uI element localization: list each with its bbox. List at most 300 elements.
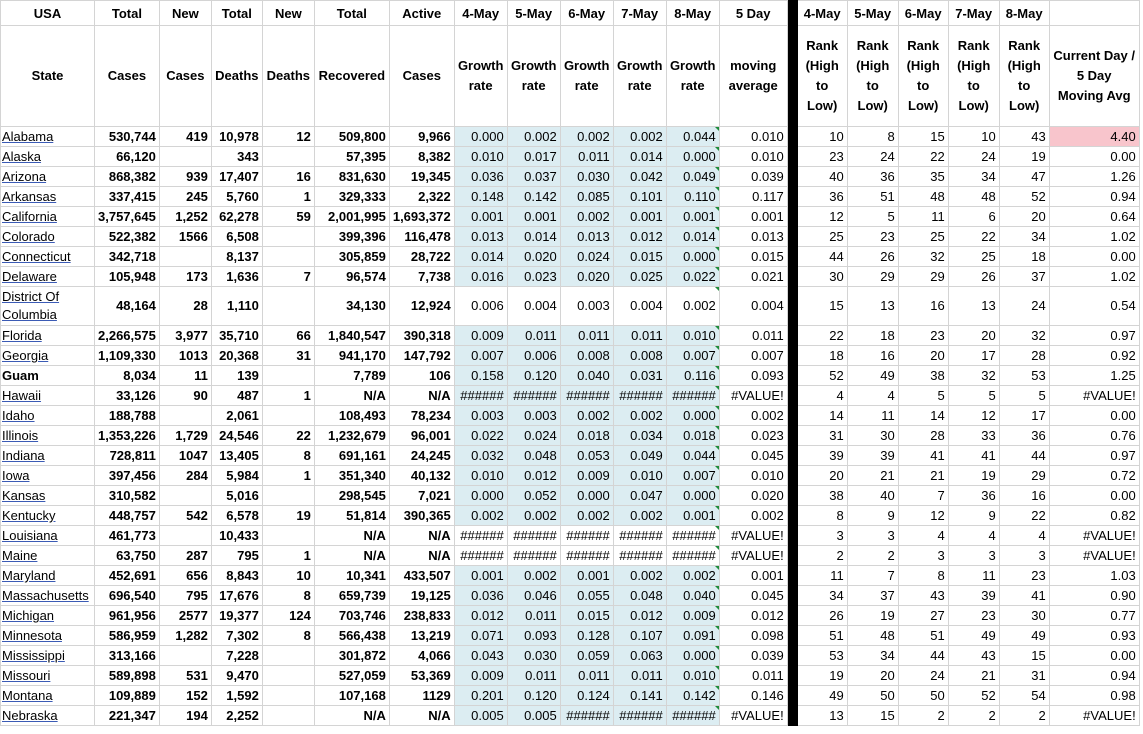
total-cases-cell[interactable]: 109,889	[95, 686, 160, 706]
new-deaths-cell[interactable]: 10	[262, 566, 314, 586]
rank-cell[interactable]: 44	[797, 247, 847, 267]
total-cases-cell[interactable]: 3,757,645	[95, 207, 160, 227]
ratio-cell[interactable]: 1.03	[1049, 566, 1139, 586]
rank-cell[interactable]: 15	[999, 646, 1049, 666]
header-cell[interactable]: Growth rate	[666, 26, 719, 127]
total-deaths-cell[interactable]: 5,760	[211, 187, 262, 207]
growth-rate-cell[interactable]: ######	[507, 526, 560, 546]
rank-cell[interactable]: 26	[797, 606, 847, 626]
moving-average-cell[interactable]: 0.013	[719, 227, 787, 247]
growth-rate-cell[interactable]: 0.002	[666, 287, 719, 326]
moving-average-cell[interactable]: 0.002	[719, 506, 787, 526]
growth-rate-cell[interactable]: 0.001	[666, 207, 719, 227]
header-cell[interactable]: Rank (High to Low)	[948, 26, 999, 127]
rank-cell[interactable]: 24	[948, 147, 999, 167]
total-deaths-cell[interactable]: 7,302	[211, 626, 262, 646]
header-cell[interactable]: 7-May	[613, 1, 666, 26]
state-name-cell[interactable]: Mississippi	[1, 646, 95, 666]
growth-rate-cell[interactable]: 0.071	[454, 626, 507, 646]
header-cell[interactable]: Growth rate	[613, 26, 666, 127]
growth-rate-cell[interactable]: 0.124	[560, 686, 613, 706]
growth-rate-cell[interactable]: ######	[666, 706, 719, 726]
total-cases-cell[interactable]: 728,811	[95, 446, 160, 466]
total-cases-cell[interactable]: 397,456	[95, 466, 160, 486]
growth-rate-cell[interactable]: 0.049	[666, 167, 719, 187]
rank-cell[interactable]: 4	[797, 386, 847, 406]
new-cases-cell[interactable]: 11	[159, 366, 211, 386]
state-name-cell[interactable]: Louisiana	[1, 526, 95, 546]
state-name-cell[interactable]: Maryland	[1, 566, 95, 586]
active-cases-cell[interactable]: N/A	[389, 706, 454, 726]
ratio-cell[interactable]: #VALUE!	[1049, 546, 1139, 566]
growth-rate-cell[interactable]: 0.009	[666, 606, 719, 626]
total-cases-cell[interactable]: 522,382	[95, 227, 160, 247]
rank-cell[interactable]: 23	[898, 326, 948, 346]
rank-cell[interactable]: 4	[898, 526, 948, 546]
total-deaths-cell[interactable]: 5,984	[211, 466, 262, 486]
growth-rate-cell[interactable]: 0.012	[613, 606, 666, 626]
growth-rate-cell[interactable]: 0.036	[454, 167, 507, 187]
rank-cell[interactable]: 18	[999, 247, 1049, 267]
total-cases-cell[interactable]: 337,415	[95, 187, 160, 207]
new-cases-cell[interactable]: 284	[159, 466, 211, 486]
moving-average-cell[interactable]: 0.045	[719, 586, 787, 606]
state-name-cell[interactable]: Nebraska	[1, 706, 95, 726]
growth-rate-cell[interactable]: 0.014	[507, 227, 560, 247]
total-recovered-cell[interactable]: 305,859	[314, 247, 389, 267]
growth-rate-cell[interactable]: 0.011	[613, 326, 666, 346]
total-deaths-cell[interactable]: 139	[211, 366, 262, 386]
active-cases-cell[interactable]: 78,234	[389, 406, 454, 426]
total-cases-cell[interactable]: 342,718	[95, 247, 160, 267]
growth-rate-cell[interactable]: 0.005	[507, 706, 560, 726]
growth-rate-cell[interactable]: 0.012	[613, 227, 666, 247]
rank-cell[interactable]: 6	[948, 207, 999, 227]
rank-cell[interactable]: 17	[948, 346, 999, 366]
growth-rate-cell[interactable]: 0.001	[666, 506, 719, 526]
state-name-cell[interactable]: Kansas	[1, 486, 95, 506]
rank-cell[interactable]: 43	[999, 127, 1049, 147]
rank-cell[interactable]: 13	[948, 287, 999, 326]
rank-cell[interactable]: 4	[847, 386, 898, 406]
new-cases-cell[interactable]: 1,282	[159, 626, 211, 646]
rank-cell[interactable]: 28	[898, 426, 948, 446]
ratio-cell[interactable]: 0.94	[1049, 666, 1139, 686]
rank-cell[interactable]: 32	[898, 247, 948, 267]
growth-rate-cell[interactable]: 0.091	[666, 626, 719, 646]
moving-average-cell[interactable]: 0.002	[719, 406, 787, 426]
header-cell[interactable]: 4-May	[454, 1, 507, 26]
growth-rate-cell[interactable]: 0.002	[613, 506, 666, 526]
ratio-cell[interactable]: 1.25	[1049, 366, 1139, 386]
total-recovered-cell[interactable]: 351,340	[314, 466, 389, 486]
growth-rate-cell[interactable]: ######	[560, 526, 613, 546]
rank-cell[interactable]: 30	[847, 426, 898, 446]
growth-rate-cell[interactable]: 0.002	[560, 406, 613, 426]
moving-average-cell[interactable]: 0.117	[719, 187, 787, 207]
growth-rate-cell[interactable]: 0.002	[454, 506, 507, 526]
header-cell[interactable]: Current Day / 5 Day Moving Avg	[1049, 26, 1139, 127]
growth-rate-cell[interactable]: 0.018	[666, 426, 719, 446]
total-deaths-cell[interactable]: 795	[211, 546, 262, 566]
header-cell[interactable]: 8-May	[666, 1, 719, 26]
growth-rate-cell[interactable]: 0.007	[454, 346, 507, 366]
rank-cell[interactable]: 16	[999, 486, 1049, 506]
growth-rate-cell[interactable]: 0.002	[507, 566, 560, 586]
rank-cell[interactable]: 13	[847, 287, 898, 326]
rank-cell[interactable]: 51	[847, 187, 898, 207]
rank-cell[interactable]: 40	[797, 167, 847, 187]
moving-average-cell[interactable]: #VALUE!	[719, 386, 787, 406]
rank-cell[interactable]: 32	[948, 366, 999, 386]
active-cases-cell[interactable]: N/A	[389, 546, 454, 566]
rank-cell[interactable]: 34	[948, 167, 999, 187]
header-cell[interactable]: Rank (High to Low)	[999, 26, 1049, 127]
rank-cell[interactable]: 24	[847, 147, 898, 167]
new-cases-cell[interactable]	[159, 247, 211, 267]
growth-rate-cell[interactable]: ######	[454, 386, 507, 406]
growth-rate-cell[interactable]: ######	[560, 706, 613, 726]
rank-cell[interactable]: 23	[948, 606, 999, 626]
header-cell[interactable]: 7-May	[948, 1, 999, 26]
growth-rate-cell[interactable]: 0.025	[613, 267, 666, 287]
growth-rate-cell[interactable]: 0.006	[507, 346, 560, 366]
total-deaths-cell[interactable]: 19,377	[211, 606, 262, 626]
rank-cell[interactable]: 3	[898, 546, 948, 566]
rank-cell[interactable]: 22	[797, 326, 847, 346]
rank-cell[interactable]: 39	[797, 446, 847, 466]
header-cell[interactable]: 5-May	[507, 1, 560, 26]
state-name-cell[interactable]: Minnesota	[1, 626, 95, 646]
rank-cell[interactable]: 5	[999, 386, 1049, 406]
growth-rate-cell[interactable]: 0.116	[666, 366, 719, 386]
growth-rate-cell[interactable]: 0.014	[666, 227, 719, 247]
growth-rate-cell[interactable]: 0.015	[613, 247, 666, 267]
ratio-cell[interactable]: 4.40	[1049, 127, 1139, 147]
rank-cell[interactable]: 48	[948, 187, 999, 207]
growth-rate-cell[interactable]: 0.011	[560, 326, 613, 346]
ratio-cell[interactable]: 0.93	[1049, 626, 1139, 646]
rank-cell[interactable]: 18	[797, 346, 847, 366]
active-cases-cell[interactable]: 19,345	[389, 167, 454, 187]
total-recovered-cell[interactable]: 1,232,679	[314, 426, 389, 446]
rank-cell[interactable]: 31	[797, 426, 847, 446]
ratio-cell[interactable]: 0.94	[1049, 187, 1139, 207]
growth-rate-cell[interactable]: 0.158	[454, 366, 507, 386]
ratio-cell[interactable]: #VALUE!	[1049, 386, 1139, 406]
growth-rate-cell[interactable]: 0.001	[613, 207, 666, 227]
moving-average-cell[interactable]: 0.010	[719, 147, 787, 167]
total-recovered-cell[interactable]: 2,001,995	[314, 207, 389, 227]
total-recovered-cell[interactable]: 941,170	[314, 346, 389, 366]
active-cases-cell[interactable]: 8,382	[389, 147, 454, 167]
rank-cell[interactable]: 2	[948, 706, 999, 726]
growth-rate-cell[interactable]: 0.037	[507, 167, 560, 187]
new-cases-cell[interactable]: 1047	[159, 446, 211, 466]
growth-rate-cell[interactable]: ######	[613, 386, 666, 406]
growth-rate-cell[interactable]: ######	[666, 386, 719, 406]
growth-rate-cell[interactable]: 0.093	[507, 626, 560, 646]
growth-rate-cell[interactable]: ######	[613, 706, 666, 726]
growth-rate-cell[interactable]: 0.001	[560, 566, 613, 586]
header-cell[interactable]: New	[159, 1, 211, 26]
total-deaths-cell[interactable]: 62,278	[211, 207, 262, 227]
new-cases-cell[interactable]: 245	[159, 187, 211, 207]
growth-rate-cell[interactable]: 0.010	[613, 466, 666, 486]
rank-cell[interactable]: 11	[898, 207, 948, 227]
growth-rate-cell[interactable]: 0.049	[613, 446, 666, 466]
total-deaths-cell[interactable]: 2,252	[211, 706, 262, 726]
rank-cell[interactable]: 34	[999, 227, 1049, 247]
rank-cell[interactable]: 30	[999, 606, 1049, 626]
growth-rate-cell[interactable]: 0.001	[507, 207, 560, 227]
moving-average-cell[interactable]: 0.011	[719, 326, 787, 346]
active-cases-cell[interactable]: 96,001	[389, 426, 454, 446]
new-cases-cell[interactable]: 1,729	[159, 426, 211, 446]
rank-cell[interactable]: 32	[999, 326, 1049, 346]
active-cases-cell[interactable]: 106	[389, 366, 454, 386]
rank-cell[interactable]: 54	[999, 686, 1049, 706]
active-cases-cell[interactable]: 1,693,372	[389, 207, 454, 227]
growth-rate-cell[interactable]: 0.044	[666, 446, 719, 466]
growth-rate-cell[interactable]: 0.009	[454, 326, 507, 346]
growth-rate-cell[interactable]: ######	[454, 526, 507, 546]
rank-cell[interactable]: 28	[999, 346, 1049, 366]
growth-rate-cell[interactable]: 0.000	[666, 646, 719, 666]
total-deaths-cell[interactable]: 17,407	[211, 167, 262, 187]
new-deaths-cell[interactable]: 16	[262, 167, 314, 187]
active-cases-cell[interactable]: N/A	[389, 526, 454, 546]
active-cases-cell[interactable]: 9,966	[389, 127, 454, 147]
growth-rate-cell[interactable]: 0.030	[560, 167, 613, 187]
rank-cell[interactable]: 15	[898, 127, 948, 147]
ratio-cell[interactable]: 0.64	[1049, 207, 1139, 227]
new-cases-cell[interactable]: 287	[159, 546, 211, 566]
state-name-cell[interactable]: Florida	[1, 326, 95, 346]
rank-cell[interactable]: 34	[797, 586, 847, 606]
rank-cell[interactable]: 36	[797, 187, 847, 207]
growth-rate-cell[interactable]: 0.142	[507, 187, 560, 207]
rank-cell[interactable]: 15	[847, 706, 898, 726]
active-cases-cell[interactable]: 40,132	[389, 466, 454, 486]
rank-cell[interactable]: 24	[898, 666, 948, 686]
rank-cell[interactable]: 50	[898, 686, 948, 706]
rank-cell[interactable]: 8	[847, 127, 898, 147]
rank-cell[interactable]: 10	[948, 127, 999, 147]
rank-cell[interactable]: 20	[797, 466, 847, 486]
growth-rate-cell[interactable]: 0.012	[507, 466, 560, 486]
moving-average-cell[interactable]: 0.004	[719, 287, 787, 326]
total-cases-cell[interactable]: 8,034	[95, 366, 160, 386]
total-deaths-cell[interactable]: 1,592	[211, 686, 262, 706]
growth-rate-cell[interactable]: 0.201	[454, 686, 507, 706]
total-cases-cell[interactable]: 48,164	[95, 287, 160, 326]
rank-cell[interactable]: 2	[797, 546, 847, 566]
growth-rate-cell[interactable]: 0.000	[560, 486, 613, 506]
total-deaths-cell[interactable]: 13,405	[211, 446, 262, 466]
total-recovered-cell[interactable]: 96,574	[314, 267, 389, 287]
total-recovered-cell[interactable]: 108,493	[314, 406, 389, 426]
header-cell[interactable]: Total	[314, 1, 389, 26]
total-recovered-cell[interactable]: 57,395	[314, 147, 389, 167]
ratio-cell[interactable]: 1.02	[1049, 227, 1139, 247]
rank-cell[interactable]: 20	[847, 666, 898, 686]
new-cases-cell[interactable]: 531	[159, 666, 211, 686]
new-deaths-cell[interactable]: 1	[262, 386, 314, 406]
state-name-cell[interactable]: Illinois	[1, 426, 95, 446]
header-cell[interactable]: 6-May	[560, 1, 613, 26]
rank-cell[interactable]: 3	[797, 526, 847, 546]
new-deaths-cell[interactable]	[262, 706, 314, 726]
new-deaths-cell[interactable]: 19	[262, 506, 314, 526]
rank-cell[interactable]: 11	[847, 406, 898, 426]
growth-rate-cell[interactable]: 0.110	[666, 187, 719, 207]
active-cases-cell[interactable]: 7,738	[389, 267, 454, 287]
new-cases-cell[interactable]: 173	[159, 267, 211, 287]
new-cases-cell[interactable]	[159, 646, 211, 666]
state-name-cell[interactable]: Iowa	[1, 466, 95, 486]
rank-cell[interactable]: 16	[847, 346, 898, 366]
growth-rate-cell[interactable]: 0.048	[507, 446, 560, 466]
rank-cell[interactable]: 23	[797, 147, 847, 167]
growth-rate-cell[interactable]: 0.003	[454, 406, 507, 426]
rank-cell[interactable]: 44	[898, 646, 948, 666]
header-cell[interactable]: Total	[95, 1, 160, 26]
moving-average-cell[interactable]: 0.020	[719, 486, 787, 506]
moving-average-cell[interactable]: 0.001	[719, 207, 787, 227]
growth-rate-cell[interactable]: 0.000	[666, 147, 719, 167]
total-deaths-cell[interactable]: 6,578	[211, 506, 262, 526]
growth-rate-cell[interactable]: 0.043	[454, 646, 507, 666]
active-cases-cell[interactable]: 53,369	[389, 666, 454, 686]
state-name-cell[interactable]: Alaska	[1, 147, 95, 167]
active-cases-cell[interactable]: 2,322	[389, 187, 454, 207]
rank-cell[interactable]: 3	[948, 546, 999, 566]
growth-rate-cell[interactable]: 0.000	[666, 247, 719, 267]
rank-cell[interactable]: 50	[847, 686, 898, 706]
header-cell[interactable]: 5-May	[847, 1, 898, 26]
new-cases-cell[interactable]: 939	[159, 167, 211, 187]
header-cell[interactable]: moving average	[719, 26, 787, 127]
total-recovered-cell[interactable]: 509,800	[314, 127, 389, 147]
header-cell[interactable]: Recovered	[314, 26, 389, 127]
growth-rate-cell[interactable]: 0.002	[507, 506, 560, 526]
rank-cell[interactable]: 52	[948, 686, 999, 706]
state-name-cell[interactable]: Maine	[1, 546, 95, 566]
growth-rate-cell[interactable]: 0.053	[560, 446, 613, 466]
new-deaths-cell[interactable]: 66	[262, 326, 314, 346]
new-cases-cell[interactable]: 90	[159, 386, 211, 406]
total-recovered-cell[interactable]: 527,059	[314, 666, 389, 686]
rank-cell[interactable]: 30	[797, 267, 847, 287]
moving-average-cell[interactable]: #VALUE!	[719, 706, 787, 726]
header-cell[interactable]: Active	[389, 1, 454, 26]
growth-rate-cell[interactable]: 0.003	[560, 287, 613, 326]
rank-cell[interactable]: 49	[847, 366, 898, 386]
new-deaths-cell[interactable]	[262, 666, 314, 686]
rank-cell[interactable]: 49	[797, 686, 847, 706]
header-cell[interactable]: Growth rate	[560, 26, 613, 127]
growth-rate-cell[interactable]: 0.000	[454, 127, 507, 147]
growth-rate-cell[interactable]: 0.010	[454, 466, 507, 486]
total-deaths-cell[interactable]: 2,061	[211, 406, 262, 426]
growth-rate-cell[interactable]: 0.024	[560, 247, 613, 267]
total-deaths-cell[interactable]: 1,110	[211, 287, 262, 326]
growth-rate-cell[interactable]: 0.009	[560, 466, 613, 486]
rank-cell[interactable]: 24	[999, 287, 1049, 326]
total-deaths-cell[interactable]: 1,636	[211, 267, 262, 287]
header-cell[interactable]: Cases	[389, 26, 454, 127]
state-name-cell[interactable]: Idaho	[1, 406, 95, 426]
moving-average-cell[interactable]: 0.012	[719, 606, 787, 626]
state-name-cell[interactable]: Delaware	[1, 267, 95, 287]
rank-cell[interactable]: 25	[898, 227, 948, 247]
header-cell[interactable]: Total	[211, 1, 262, 26]
growth-rate-cell[interactable]: 0.005	[454, 706, 507, 726]
rank-cell[interactable]: 47	[999, 167, 1049, 187]
header-cell[interactable]: Cases	[159, 26, 211, 127]
rank-cell[interactable]: 36	[999, 426, 1049, 446]
total-recovered-cell[interactable]: 298,545	[314, 486, 389, 506]
rank-cell[interactable]: 25	[948, 247, 999, 267]
total-cases-cell[interactable]: 1,109,330	[95, 346, 160, 366]
ratio-cell[interactable]: 1.02	[1049, 267, 1139, 287]
growth-rate-cell[interactable]: 0.011	[507, 666, 560, 686]
ratio-cell[interactable]: 0.97	[1049, 326, 1139, 346]
active-cases-cell[interactable]: 390,365	[389, 506, 454, 526]
growth-rate-cell[interactable]: 0.002	[613, 406, 666, 426]
growth-rate-cell[interactable]: 0.002	[507, 127, 560, 147]
rank-cell[interactable]: 20	[948, 326, 999, 346]
rank-cell[interactable]: 48	[847, 626, 898, 646]
total-recovered-cell[interactable]: 399,396	[314, 227, 389, 247]
rank-cell[interactable]: 52	[797, 366, 847, 386]
moving-average-cell[interactable]: #VALUE!	[719, 526, 787, 546]
rank-cell[interactable]: 7	[898, 486, 948, 506]
header-cell[interactable]: 6-May	[898, 1, 948, 26]
growth-rate-cell[interactable]: 0.120	[507, 686, 560, 706]
growth-rate-cell[interactable]: 0.010	[666, 326, 719, 346]
new-cases-cell[interactable]: 3,977	[159, 326, 211, 346]
rank-cell[interactable]: 19	[847, 606, 898, 626]
rank-cell[interactable]: 12	[948, 406, 999, 426]
growth-rate-cell[interactable]: ######	[613, 526, 666, 546]
rank-cell[interactable]: 20	[999, 207, 1049, 227]
total-cases-cell[interactable]: 696,540	[95, 586, 160, 606]
growth-rate-cell[interactable]: 0.032	[454, 446, 507, 466]
rank-cell[interactable]: 13	[797, 706, 847, 726]
total-cases-cell[interactable]: 530,744	[95, 127, 160, 147]
total-deaths-cell[interactable]: 10,978	[211, 127, 262, 147]
header-cell[interactable]	[1049, 1, 1139, 26]
total-recovered-cell[interactable]: 34,130	[314, 287, 389, 326]
header-cell[interactable]: 4-May	[797, 1, 847, 26]
growth-rate-cell[interactable]: 0.101	[613, 187, 666, 207]
new-deaths-cell[interactable]: 12	[262, 127, 314, 147]
total-deaths-cell[interactable]: 20,368	[211, 346, 262, 366]
active-cases-cell[interactable]: N/A	[389, 386, 454, 406]
ratio-cell[interactable]: 0.82	[1049, 506, 1139, 526]
rank-cell[interactable]: 48	[898, 187, 948, 207]
total-cases-cell[interactable]: 589,898	[95, 666, 160, 686]
new-deaths-cell[interactable]	[262, 646, 314, 666]
total-deaths-cell[interactable]: 8,843	[211, 566, 262, 586]
rank-cell[interactable]: 36	[847, 167, 898, 187]
total-cases-cell[interactable]: 33,126	[95, 386, 160, 406]
rank-cell[interactable]: 35	[898, 167, 948, 187]
growth-rate-cell[interactable]: 0.002	[560, 127, 613, 147]
rank-cell[interactable]: 53	[797, 646, 847, 666]
